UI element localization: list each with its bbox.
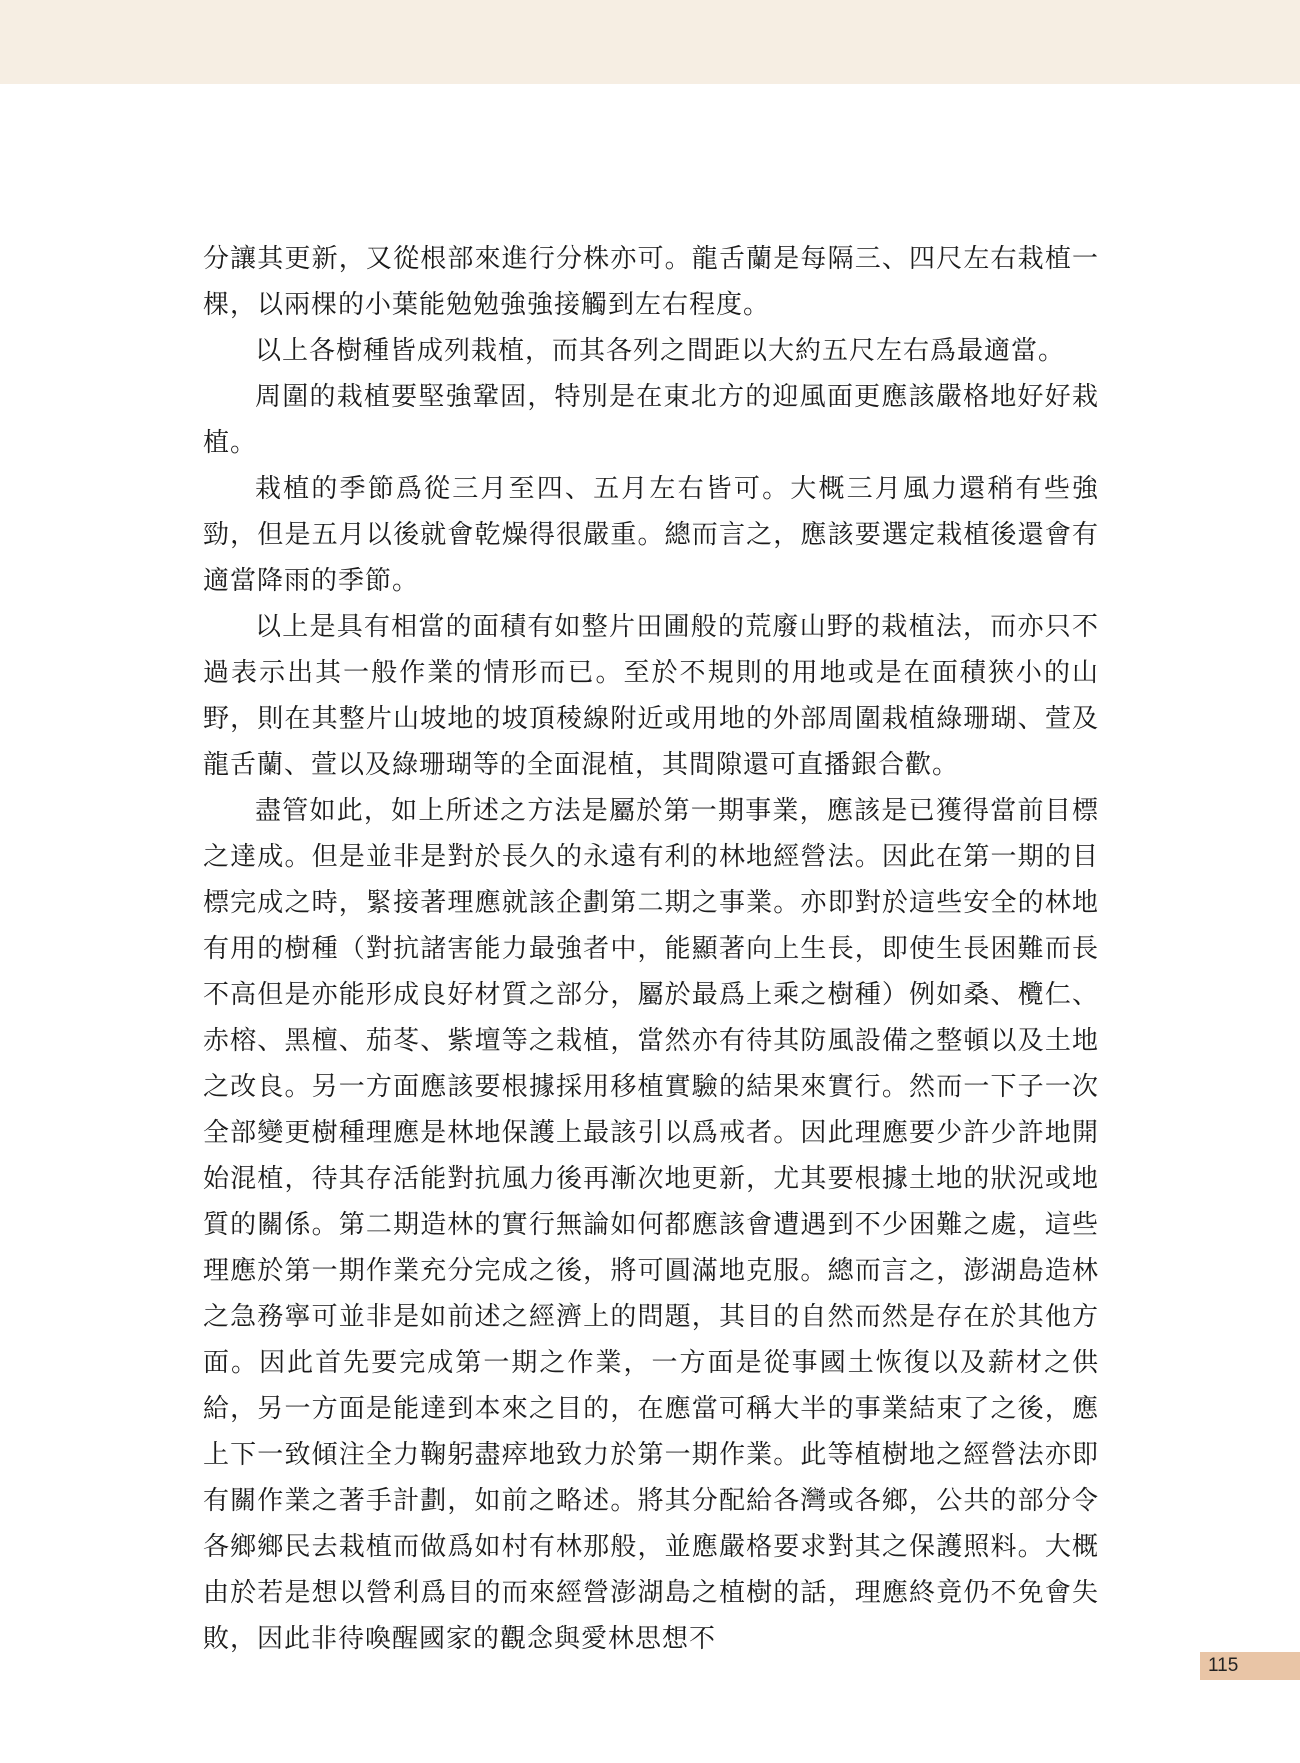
paragraph-second-phase: 盡管如此，如上所述之方法是屬於第一期事業，應該是已獲得當前目標之達成。但是並非是對於長久的永遠有利的林地經營法。因此在第一期的目標完成之時，緊接著理應就該企劃第二期之事業。亦即對於這些安全的林地有用的樹種（對抗諸害能力最強者中，能顯著向上生長，即使生長困難而長不高但是亦能形成良好材質之部分，屬於最爲上乘之樹種）例如桑、欖仁、赤榕、黑檀、茄苳、紫壇等之栽植，當然亦有待其防風設備之整頓以及土地之改良。另一方面應該要根據採用移植實驗的結果來實行。然而一下子一次全部變更樹種理應是林地保護上最該引以爲戒者。因此理應要少許少許地開始混植，待其存活能對抗風力後再漸次地更新，尤其要根據土地的狀況或地質的關係。第二期造林的實行無論如何都應該會遭遇到不少困難之處，這些理應於第一期作業充分完成之後，將可圓滿地克服。總而言之，澎湖島造林之急務寧可並非是如前述之經濟上的問題，其目的自然而然是存在於其他方面。因此首先要完成第一期之作業，一方面是從事國土恢復以及薪材之供給，另一方面是能達到本來之目的，在應當可稱大半的事業結束了之後，應上下一致傾注全力鞠躬盡瘁地致力於第一期作業。此等植樹地之經營法亦即有關作業之著手計劃，如前之略述。將其分配給各灣或各鄉，公共的部分令各鄉鄉民去栽植而做爲如村有林那般，並應嚴格要求對其之保護照料。大概由於若是想以營利爲目的而來經營澎湖島之植樹的話，理應終竟仍不免會失敗，因此非待喚醒國家的觀念與愛林思想不	[203, 796, 1099, 1654]
paragraph-row-spacing: 以上各樹種皆成列栽植，而其各列之間距以大約五尺左右爲最適當。	[255, 336, 1066, 366]
paragraph-planting-season: 栽植的季節爲從三月至四、五月左右皆可。大概三月風力還稍有些強勁，但是五月以後就會乾燥得很嚴重。總而言之，應該要選定栽植後還會有適當降雨的季節。	[203, 474, 1099, 596]
body-text	[203, 236, 1099, 1662]
paragraph-wasteland-method: 以上是具有相當的面積有如整片田圃般的荒廢山野的栽植法，而亦只不過表示出其一般作業的情形而已。至於不規則的用地或是在面積狹小的山野，則在其整片山坡地的坡頂稜線附近或用地的外部周圍栽植綠珊瑚、萱及龍舌蘭、萱以及綠珊瑚等的全面混植，其間隙還可直播銀合歡。	[203, 612, 1099, 780]
top-header-band	[0, 0, 1300, 84]
paragraph-continuation: 分讓其更新，又從根部來進行分株亦可。龍舌蘭是每隔三、四尺左右栽植一棵，以兩棵的小葉能勉勉強強接觸到左右程度。	[203, 244, 1099, 320]
paragraph-perimeter-planting: 周圍的栽植要堅強鞏固，特別是在東北方的迎風面更應該嚴格地好好栽植。	[203, 382, 1099, 458]
page-number: 115	[1208, 1655, 1239, 1676]
